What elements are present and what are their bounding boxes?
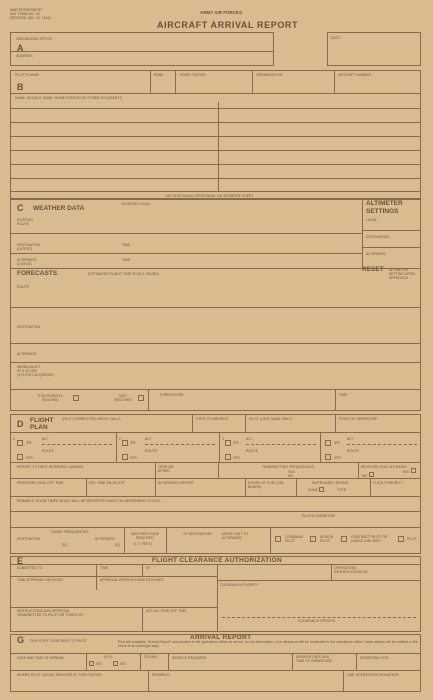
- divider: [142, 564, 143, 576]
- forecaster-label: FORECASTER: [160, 393, 184, 397]
- received-only-yes-checkbox[interactable]: [411, 468, 416, 473]
- transmitting-frequencies-label: TRANSMITTING FREQUENCIES: [262, 465, 314, 469]
- divider: [10, 607, 217, 608]
- winds-aloft-label: WINDS ALOFT: [17, 365, 41, 369]
- flight-plan-heading: FLIGHT PLAN: [30, 417, 54, 431]
- divider: [10, 307, 421, 308]
- senior-pilot-label: SENIOR PILOT: [320, 535, 334, 543]
- existing-route-label: EXISTING ROUTE: [17, 218, 34, 226]
- divider: [10, 233, 362, 234]
- leg3-ifr-label: IFR: [233, 441, 239, 445]
- divider: [10, 164, 421, 165]
- arrival-remarks-label: REMARKS:: [152, 673, 171, 677]
- divider: [358, 462, 359, 478]
- rating-none-label: NONE: [308, 488, 318, 492]
- divider: [320, 432, 321, 462]
- rank-label: RANK: [154, 73, 164, 77]
- other-occupants-label: NAME, INITIALS, RANK, HOME STATION OF OTHER OCCUPANTS: [15, 96, 122, 100]
- divider: [10, 462, 421, 463]
- ivs-checkbox[interactable]: [113, 661, 118, 666]
- divider: [10, 670, 421, 671]
- forecast-destination-label: DESTINATION: [17, 325, 41, 329]
- divider: [347, 444, 417, 445]
- eta-reached-checkbox[interactable]: [73, 395, 79, 401]
- senior-pilot-checkbox[interactable]: [310, 536, 316, 542]
- department-line-3: (REVISED JAN. 15, 1944): [10, 16, 51, 20]
- divider: [86, 478, 87, 496]
- divider: [124, 527, 125, 554]
- divider: [10, 653, 421, 654]
- divider: [292, 653, 293, 670]
- divider: [296, 478, 297, 496]
- submitted-time-label: TIME: [100, 566, 109, 570]
- instructions-transmitted-label: INSTRUCTIONS AND APPROVAL TRANSMITTED TO PILOT OR TOWER BY: [17, 609, 84, 617]
- forecast-alternate-label: ALTERNATE: [17, 352, 37, 356]
- divider: [10, 389, 421, 390]
- organization-label: ORGANIZATION: [256, 73, 283, 77]
- altimeter-settings-heading: ALTIMETER SETTINGS: [366, 200, 403, 215]
- destination-latest-label: DESTINATION (LATEST): [17, 243, 41, 251]
- vis-checkbox[interactable]: [89, 661, 94, 666]
- clearance-officer-label: CLEARANCE OFFICER: [298, 619, 336, 623]
- leg3-vfr-label: VFR: [233, 456, 240, 460]
- divider: [270, 527, 271, 554]
- leg4-vfr-label: VFR: [334, 456, 341, 460]
- forecasts-heading: FORECASTS: [17, 270, 58, 277]
- true-air-speed-label: TRUE AIR SPEED: [158, 465, 175, 473]
- home-station-label: HOME STATION: [180, 73, 206, 77]
- divider: [335, 414, 336, 432]
- alt-time-label: TIME: [122, 258, 131, 262]
- leg4-ifr-label: IFR: [334, 441, 340, 445]
- report-to-tower-label: REPORT TO FIRST INTERMED LANDING: [17, 465, 84, 469]
- divider: [96, 564, 97, 576]
- leg1-route-label: ROUTE: [42, 449, 55, 453]
- form-title: AIRCRAFT ARRIVAL REPORT: [157, 20, 299, 30]
- divider: [10, 253, 362, 254]
- divider: [218, 462, 219, 478]
- est-time-enroute-label: EST. TIME EN-ROUTE: [89, 481, 125, 485]
- ivs-label: IVS: [120, 662, 126, 666]
- flight-priority-label: FLIGHT PRIORITY: [373, 481, 403, 485]
- additional-personnel-note: LIST ADDITIONAL PERSONNEL ON SEPARATE SHEET: [165, 194, 254, 198]
- leg2-route-label: ROUTE: [145, 449, 158, 453]
- leg1-ifr-checkbox[interactable]: [17, 440, 23, 446]
- leg2-vfr-label: VFR: [130, 456, 137, 460]
- divider: [145, 444, 215, 445]
- lt-feet-label: (L.T. FEET): [134, 542, 152, 546]
- freq-destination-label: DESTINATION: [17, 537, 41, 541]
- divider: [10, 108, 421, 109]
- submitted-by-label: BY: [146, 566, 151, 570]
- divider: [356, 653, 357, 670]
- section-a-letter: A: [17, 43, 24, 53]
- freq-sq-label: SQ.: [62, 543, 68, 547]
- section-e-letter: E: [17, 556, 24, 566]
- divider: [335, 389, 336, 411]
- divider: [245, 478, 246, 496]
- received-only-no-checkbox[interactable]: [369, 472, 374, 477]
- leg4-ifr-checkbox[interactable]: [325, 440, 331, 446]
- divider: [10, 122, 421, 123]
- rec-yes-label: YES: [402, 470, 409, 474]
- weather-data-heading: WEATHER DATA: [33, 205, 85, 212]
- to-destination-label: TO DESTINATION: [183, 532, 212, 536]
- freq-alternate-label: ALTERNATE: [95, 537, 115, 541]
- divider: [362, 198, 363, 268]
- contract-pilot-label: CONTRACT PILOT OR CARGO AIRCRAFT: [351, 535, 388, 543]
- submitted-to-label: SUBMITTED TO: [17, 566, 43, 570]
- divider: [362, 230, 421, 231]
- received-only-label: RECEIVED ONLY NO RADIO: [361, 465, 407, 469]
- clearing-authority-label: CLEARING AUTHORITY: [220, 583, 259, 587]
- leg3-alt-label: ALT.: [246, 437, 253, 441]
- leg2-ifr-label: IFR: [130, 441, 136, 445]
- proposed-takeoff-label: PROPOSED TAKE-OFF TIME: [17, 481, 64, 485]
- section-d-letter: D: [17, 419, 24, 429]
- miles-east-label: MILES EAST TO ALTERNATE: [222, 532, 249, 540]
- agency-name: ARMY AIR FORCES: [200, 10, 243, 15]
- divider: [42, 444, 112, 445]
- divider: [217, 580, 421, 581]
- leg3-route-label: ROUTE: [246, 449, 259, 453]
- divider: [219, 432, 220, 462]
- pilots-signature-label: PILOTS SIGNATURE: [302, 514, 336, 518]
- divider: [140, 653, 141, 670]
- alternate-airport-label: ALTERNATE AIRPORT: [158, 481, 194, 485]
- originating-office-field[interactable]: [40, 37, 270, 50]
- actual-takeoff-label: ACTUAL TAKE-OFF TIME: [146, 609, 187, 613]
- divider: [86, 653, 87, 670]
- divider: [148, 389, 149, 411]
- divider: [10, 93, 421, 94]
- section-b-letter: B: [17, 82, 24, 92]
- freq-yes-label: YES: [288, 470, 295, 474]
- departing-for-label: DEPARTING FOR: [360, 656, 389, 660]
- section-c-letter: C: [17, 203, 24, 213]
- rec-no-label: NO: [362, 474, 368, 478]
- divider: [222, 617, 416, 618]
- leg3-vfr-checkbox[interactable]: [225, 454, 231, 460]
- leg2-vfr-checkbox[interactable]: [122, 454, 128, 460]
- divider: [331, 564, 332, 580]
- leg4-route-label: ROUTE: [347, 449, 360, 453]
- divider: [10, 362, 421, 363]
- leg1-vfr-label: VFR: [26, 456, 33, 460]
- leg2-alt-label: ALT.: [145, 437, 152, 441]
- divider: [155, 462, 156, 478]
- divider: [10, 576, 217, 577]
- ceiling-label: CEILING: [144, 655, 158, 659]
- radio-calls-label: (PILOT COMPLETES) RADIO CALLS: [62, 417, 121, 421]
- pilots-name-label: PILOT'S NAME: [15, 73, 39, 77]
- time-approval-label: TIME APPROVAL RECEIVED: [17, 578, 63, 582]
- department-line-1: WAR DEPARTMENT: [10, 8, 43, 12]
- altimeter-approach-label: ALTIMETER SETTING UPON APPROACH: [389, 268, 415, 280]
- forecast-time-note: (ESTIMATED FLIGHT TIME PLUS 2 HOURS): [88, 272, 159, 276]
- leg3-number: 3: [222, 437, 224, 441]
- divider: [10, 511, 421, 512]
- divider: [10, 178, 421, 179]
- leg3-ifr-checkbox[interactable]: [225, 440, 231, 446]
- wind-levels-label: AT 5 10 15M: [17, 369, 37, 373]
- divider: [10, 136, 421, 137]
- command-pilot-checkbox[interactable]: [275, 536, 281, 542]
- eta-reached-label: ETA FROM ETA REACHED: [38, 394, 63, 402]
- altimeter-local-label: LOCAL: [366, 218, 378, 222]
- forecast-route-label: ROUTE: [17, 285, 30, 289]
- flight-remarks-label: REMARKS: SHOW TIMES WHICH WILL BE REPORTED WHILE ON INSTRUMENT FLIGHT.: [17, 499, 162, 503]
- freq-no-label: NO: [288, 474, 294, 478]
- divider: [362, 247, 421, 248]
- leg2-number: 2: [119, 437, 121, 441]
- existing-local-label: EXISTING LOCAL: [122, 202, 151, 206]
- divider: [150, 70, 151, 93]
- clearance-heading: FLIGHT CLEARANCE AUTHORIZATION: [152, 557, 282, 564]
- service-required-label: SERVICE REQUIRED: [172, 656, 207, 660]
- reset-heading: RESET: [362, 266, 384, 273]
- divider: [10, 51, 274, 52]
- divider: [217, 564, 218, 632]
- leg4-alt-label: ALT.: [347, 437, 354, 441]
- divider: [10, 432, 421, 433]
- pilot-checkbox[interactable]: [398, 536, 404, 542]
- vis-label: VIS: [96, 662, 102, 666]
- divider: [252, 70, 253, 93]
- approval-instructions-label: APPROVAL INSTRUCTIONS RECEIVED: [100, 578, 164, 582]
- contract-pilot-checkbox[interactable]: [341, 536, 347, 542]
- divider: [192, 414, 193, 432]
- altimeter-destination-label: DESTINATION: [366, 235, 390, 239]
- divider: [10, 343, 421, 344]
- command-pilot-label: COMMAND PILOT: [285, 535, 304, 543]
- address-label: ADDRESS: [16, 54, 33, 58]
- weather-code-label: WEATHER CODE RECEIVED: [131, 532, 159, 540]
- reset-altimeter-field[interactable]: [362, 278, 420, 286]
- copy-note: THIS COPY TO BE SENT TO PILOT.: [30, 639, 88, 643]
- pilot-last-name-label: PILOT (LAST NAME ONLY): [249, 417, 293, 421]
- divider: [370, 478, 371, 496]
- section-b: [10, 70, 421, 200]
- operations-id-label: OPERATIONS IDENTIFICATION NO.: [334, 566, 369, 574]
- divider: [10, 150, 421, 151]
- department-line-2: AAF FORM NO. 23: [10, 12, 40, 16]
- divider: [10, 564, 421, 565]
- divider: [166, 527, 167, 554]
- divider: [246, 444, 316, 445]
- divider: [10, 527, 421, 528]
- leg2-ifr-checkbox[interactable]: [122, 440, 128, 446]
- divider: [343, 670, 344, 692]
- rating-none-checkbox[interactable]: [319, 487, 324, 492]
- divider: [155, 478, 156, 496]
- hours-of-fuel-label: HOURS OF FUEL (ON BOARD): [248, 481, 284, 489]
- divider: [10, 478, 421, 479]
- arrival-report-heading: ARRIVAL REPORT: [190, 634, 252, 641]
- divider: [334, 70, 335, 93]
- date-label: DATE: [331, 36, 340, 40]
- section-g-letter: G: [17, 635, 25, 645]
- instrument-rating-label: INSTRUMENT RATING: [312, 481, 349, 485]
- divider: [10, 496, 421, 497]
- leg1-number: 1: [13, 437, 15, 441]
- divider: [142, 607, 143, 632]
- leg1-alt-label: ALT.: [42, 437, 49, 441]
- divider: [10, 268, 421, 269]
- alternate-latest-label: ALTERNATE (LATEST): [17, 258, 37, 266]
- aircraft-number-label: AIRCRAFT NUMBER: [338, 73, 372, 77]
- departure-date-time-label: DESIRED DATE AND TIME OF DEPARTURE: [296, 655, 333, 663]
- leg1-ifr-label: IFR: [26, 441, 32, 445]
- dest-time-label: TIME: [122, 243, 131, 247]
- tower-frequencies-label: TOWER FREQUENCIES: [50, 530, 89, 534]
- date-time-arrival-label: DATE AND TIME OF ARRIVAL: [17, 656, 65, 660]
- freq-sq-label-2: SQ.: [115, 543, 121, 547]
- not-received-label: NOT RECEIVED: [114, 394, 132, 402]
- divider: [116, 432, 117, 462]
- not-received-checkbox[interactable]: [138, 395, 144, 401]
- leg1-vfr-checkbox[interactable]: [17, 454, 23, 460]
- divider: [148, 670, 149, 692]
- rating-type-label: TYPE: [337, 488, 347, 492]
- divider: [175, 70, 176, 93]
- altimeter-alternate-label: ALTERNATE: [366, 252, 386, 256]
- where-pilot-reached-label: WHERE PILOT CAN BE REACHED AT THIS STATION: [17, 673, 102, 677]
- section-c: [10, 198, 421, 411]
- date-box[interactable]: [327, 32, 421, 66]
- originating-office-label: ORIGINATING OFFICE: [16, 37, 53, 41]
- divider: [168, 653, 169, 670]
- leg4-vfr-checkbox[interactable]: [325, 454, 331, 460]
- forecaster-time-label: TIME: [339, 393, 348, 397]
- rol-label: R.O.L.: [104, 655, 115, 659]
- divider: [10, 191, 421, 192]
- arrival-instruction: Pilot will complete "Arrival Report" and present to the operations office on arrival, for his information. Line clearance will be forwarded to the operations office. Home station will be notified in the event of an overnight stop.: [118, 640, 418, 648]
- pilot-label: PILOT: [407, 537, 418, 541]
- wind-optional-label: (4 FLIGHT ACQUIRED): [17, 373, 54, 377]
- divider: [96, 576, 97, 590]
- operations-signature-label: LINE OPERATIONS SIGNATURE: [347, 673, 400, 677]
- type-of-aircraft-label: TYPE OF AIRCRAFT: [196, 417, 229, 421]
- address-field[interactable]: [40, 53, 270, 65]
- divider: [245, 414, 246, 432]
- point-of-departure-label: POINT OF DEPARTURE: [339, 417, 378, 421]
